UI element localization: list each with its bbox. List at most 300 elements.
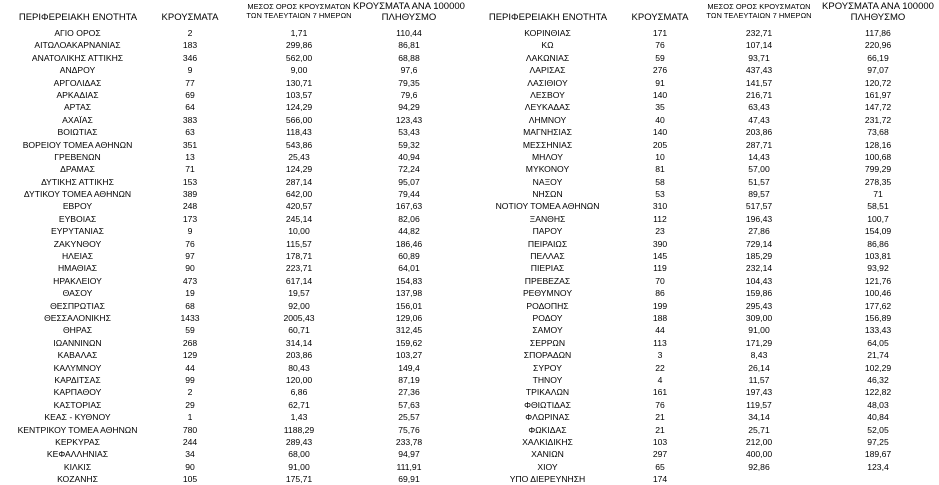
region-cell: ΘΗΡΑΣ xyxy=(62,325,93,336)
table-row xyxy=(470,188,939,200)
avg7-column-header-line2: ΤΩΝ ΤΕΛΕΥΤΑΙΩΝ 7 ΗΜΕΡΩΝ xyxy=(706,11,812,20)
cases-cell: 29 xyxy=(185,399,195,410)
table-row xyxy=(470,250,939,262)
avg7-cell: 118,43 xyxy=(286,127,312,138)
cases-cell: 383 xyxy=(182,114,198,125)
region-cell: ΠΕΙΡΑΙΩΣ xyxy=(527,238,568,249)
avg7-cell: 642,00 xyxy=(285,189,313,200)
avg7-cell: 232,14 xyxy=(745,263,773,274)
per100k-cell: 66,19 xyxy=(867,52,889,63)
region-cell: ΑΡΓΟΛΙΔΑΣ xyxy=(53,77,102,88)
table-row xyxy=(0,411,470,423)
region-cell: ΕΥΒΟΙΑΣ xyxy=(58,213,97,224)
avg7-cell: 141,57 xyxy=(745,77,773,88)
table-row xyxy=(0,300,470,312)
cases-cell: 70 xyxy=(655,275,665,286)
avg7-cell: 124,29 xyxy=(285,102,313,113)
per100k-cell: 75,76 xyxy=(398,424,420,435)
cases-cell: 112 xyxy=(653,213,667,224)
region-cell: ΚΙΛΚΙΣ xyxy=(63,461,92,472)
avg7-cell: 232,71 xyxy=(745,28,773,38)
region-cell: ΛΑΡΙΣΑΣ xyxy=(529,65,566,76)
table-row xyxy=(470,114,939,126)
avg7-column-header-line1: ΜΕΣΟΣ ΟΡΟΣ ΚΡΟΥΣΜΑΤΩΝ xyxy=(247,2,351,11)
per100k-cell: 69,91 xyxy=(398,474,420,485)
table-row xyxy=(0,176,470,188)
avg7-cell: 115,57 xyxy=(286,238,312,249)
per100k-cell: 97,25 xyxy=(867,436,889,447)
table-row xyxy=(0,39,470,51)
cases-cell: 389 xyxy=(182,189,198,200)
cases-cell: 68 xyxy=(185,300,195,311)
table-row xyxy=(470,374,939,386)
cases-cell: 21 xyxy=(655,424,665,435)
per100k-cell: 46,32 xyxy=(867,374,889,385)
avg7-cell: 92,86 xyxy=(748,461,770,472)
avg7-cell: 212,00 xyxy=(745,436,773,447)
per100k-cell: 186,46 xyxy=(395,238,423,249)
table-row xyxy=(0,77,470,89)
region-cell: ΚΑΣΤΟΡΙΑΣ xyxy=(53,399,102,410)
region-cell: ΗΜΑΘΙΑΣ xyxy=(57,263,98,274)
avg7-cell: 309,00 xyxy=(745,312,773,323)
cases-cell: 77 xyxy=(185,77,195,88)
per100k-cell: 167,63 xyxy=(395,201,423,212)
per100k-cell: 156,01 xyxy=(395,300,423,311)
per100k-cell: 111,91 xyxy=(396,461,422,472)
region-cell: ΝΗΣΩΝ xyxy=(532,189,563,200)
table-row xyxy=(470,27,939,39)
per100k-column-header-line1: ΚΡΟΥΣΜΑΤΑ ΑΝΑ 100000 xyxy=(353,1,465,12)
cases-cell: 2 xyxy=(187,28,193,38)
per100k-cell: 57,63 xyxy=(398,399,420,410)
avg7-cell: 287,71 xyxy=(745,139,773,150)
table-row xyxy=(0,151,470,163)
cases-cell: 188 xyxy=(652,312,668,323)
cases-cell: 2 xyxy=(187,387,193,398)
region-cell: ΠΑΡΟΥ xyxy=(532,226,563,237)
region-cell: ΑΙΤΩΛΟΑΚΑΡΝΑΝΙΑΣ xyxy=(34,40,121,51)
cases-cell: 59 xyxy=(185,325,195,336)
avg7-cell: 562,00 xyxy=(285,52,313,63)
table-row xyxy=(470,262,939,274)
avg7-cell: 197,43 xyxy=(745,387,773,398)
table-row xyxy=(470,275,939,287)
region-cell: ΙΩΑΝΝΙΝΩΝ xyxy=(53,337,102,348)
region-cell: ΑΧΑΪΑΣ xyxy=(62,114,93,125)
region-cell: ΗΡΑΚΛΕΙΟΥ xyxy=(53,275,102,286)
table-row xyxy=(0,436,470,448)
cases-cell: 473 xyxy=(182,275,198,286)
table-row xyxy=(470,225,939,237)
cases-cell: 76 xyxy=(655,40,665,51)
table-row xyxy=(470,139,939,151)
cases-cell: 34 xyxy=(185,449,195,460)
cases-cell: 19 xyxy=(185,288,195,299)
avg7-column-header-line1: ΜΕΣΟΣ ΟΡΟΣ ΚΡΟΥΣΜΑΤΩΝ xyxy=(707,2,811,11)
avg7-cell: 420,57 xyxy=(285,201,313,212)
region-cell: ΒΟΡΕΙΟΥ ΤΟΜΕΑ ΑΘΗΝΩΝ xyxy=(22,139,133,150)
table-row xyxy=(0,362,470,374)
per100k-cell: 220,96 xyxy=(864,40,892,51)
avg7-cell: 299,86 xyxy=(285,40,313,51)
region-cell: ΞΑΝΘΗΣ xyxy=(529,213,566,224)
cases-cell: 21 xyxy=(655,412,665,423)
table-row xyxy=(0,200,470,212)
region-cell: ΚΑΒΑΛΑΣ xyxy=(57,350,98,361)
avg7-cell: 68,00 xyxy=(288,449,310,460)
region-cell: ΡΟΔΟΥ xyxy=(532,312,563,323)
region-cell: ΗΛΕΙΑΣ xyxy=(61,251,94,262)
cases-cell: 268 xyxy=(182,337,198,348)
per100k-cell: 123,43 xyxy=(395,114,423,125)
avg7-cell: 203,86 xyxy=(285,350,313,361)
avg7-cell: 159,86 xyxy=(745,288,773,299)
table-row xyxy=(0,101,470,113)
avg7-cell: 729,14 xyxy=(745,238,773,249)
cases-cell: 40 xyxy=(655,114,665,125)
per100k-cell: 94,97 xyxy=(398,449,420,460)
per100k-cell: 100,7 xyxy=(867,213,889,224)
cases-cell: 69 xyxy=(185,89,195,100)
cases-cell: 76 xyxy=(185,238,195,249)
per100k-cell: 79,6 xyxy=(400,89,418,100)
table-row xyxy=(0,213,470,225)
region-cell: ΛΑΚΩΝΙΑΣ xyxy=(525,52,570,63)
cases-cell: 171 xyxy=(652,28,668,38)
table-row xyxy=(470,386,939,398)
per100k-cell: 58,51 xyxy=(867,201,889,212)
per100k-cell: 103,81 xyxy=(864,251,892,262)
cases-cell: 105 xyxy=(182,474,198,485)
per100k-cell: 147,72 xyxy=(864,102,892,113)
table-row xyxy=(470,424,939,436)
cases-cell: 35 xyxy=(655,102,665,113)
region-cell: ΚΑΡΔΙΤΣΑΣ xyxy=(54,374,101,385)
region-cell: ΒΟΙΩΤΙΑΣ xyxy=(57,127,98,138)
table-row xyxy=(0,349,470,361)
cases-cell: 58 xyxy=(655,176,665,187)
region-cell: ΖΑΚΥΝΘΟΥ xyxy=(53,238,102,249)
region-cell: ΕΒΡΟΥ xyxy=(62,201,93,212)
table-row xyxy=(0,163,470,175)
avg7-cell: 91,00 xyxy=(748,325,770,336)
per100k-cell: 97,6 xyxy=(400,65,418,76)
table-row xyxy=(470,39,939,51)
table-row xyxy=(0,324,470,336)
cases-cell: 71 xyxy=(185,164,195,175)
cases-cell: 44 xyxy=(185,362,195,373)
cases-cell: 199 xyxy=(652,300,668,311)
avg7-cell: 295,43 xyxy=(745,300,773,311)
cases-cell: 310 xyxy=(652,201,668,212)
avg7-cell: 8,43 xyxy=(750,350,768,361)
table-row xyxy=(0,473,470,485)
per100k-cell: 799,29 xyxy=(864,164,892,175)
table-row xyxy=(470,399,939,411)
cases-cell: 183 xyxy=(182,40,198,51)
avg7-cell: 120,00 xyxy=(285,374,313,385)
avg7-cell: 1,71 xyxy=(290,28,308,38)
region-cell: ΓΡΕΒΕΝΩΝ xyxy=(54,151,101,162)
per100k-cell: 86,81 xyxy=(398,40,420,51)
table-row xyxy=(470,126,939,138)
per100k-column-header-line2: ΠΛΗΘΥΣΜΟ xyxy=(381,12,437,23)
per100k-cell: 133,43 xyxy=(864,325,892,336)
cases-cell: 103 xyxy=(652,436,668,447)
cases-cell: 90 xyxy=(185,263,195,274)
region-cell: ΛΕΣΒΟΥ xyxy=(530,89,565,100)
cases-cell: 63 xyxy=(185,127,195,138)
cases-cell: 81 xyxy=(655,164,665,175)
region-cell: ΤΗΝΟΥ xyxy=(532,374,563,385)
per100k-cell: 100,46 xyxy=(864,288,892,299)
avg7-cell: 34,14 xyxy=(748,412,770,423)
per100k-column-header-line2: ΠΛΗΘΥΣΜΟ xyxy=(850,12,906,23)
region-cell: ΝΟΤΙΟΥ ΤΟΜΕΑ ΑΘΗΝΩΝ xyxy=(495,201,600,212)
table-row xyxy=(0,275,470,287)
region-cell: ΚΟΡΙΝΘΙΑΣ xyxy=(524,28,571,38)
per100k-cell: 79,44 xyxy=(398,189,420,200)
table-row xyxy=(470,101,939,113)
cases-cell: 3 xyxy=(657,350,663,361)
avg7-cell: 178,71 xyxy=(285,251,313,262)
table-row xyxy=(470,64,939,76)
avg7-cell: 617,14 xyxy=(285,275,313,286)
table-row xyxy=(0,287,470,299)
region-cell: ΑΡΚΑΔΙΑΣ xyxy=(56,89,99,100)
cases-cell: 53 xyxy=(655,189,665,200)
avg7-cell: 119,57 xyxy=(746,399,772,410)
cases-cell: 205 xyxy=(652,139,668,150)
per100k-cell: 156,89 xyxy=(864,312,892,323)
avg7-cell: 104,43 xyxy=(745,275,773,286)
avg7-cell: 314,14 xyxy=(285,337,313,348)
avg7-cell: 47,43 xyxy=(748,114,770,125)
region-cell: ΑΓΙΟ ΟΡΟΣ xyxy=(54,28,101,38)
region-cell: ΚΕΡΚΥΡΑΣ xyxy=(55,436,100,447)
region-cell: ΠΕΛΛΑΣ xyxy=(530,251,565,262)
per100k-cell: 123,4 xyxy=(867,461,889,472)
per100k-cell: 122,82 xyxy=(864,387,892,398)
cases-cell: 780 xyxy=(182,424,198,435)
per100k-cell: 48,03 xyxy=(867,399,889,410)
table-row xyxy=(470,436,939,448)
avg7-cell: 175,71 xyxy=(285,474,313,485)
region-cell: ΜΥΚΟΝΟΥ xyxy=(525,164,570,175)
table-row xyxy=(470,448,939,460)
per100k-cell: 64,05 xyxy=(867,337,889,348)
table-row xyxy=(470,473,939,485)
avg7-cell: 130,71 xyxy=(285,77,313,88)
table-row xyxy=(470,238,939,250)
region-cell: ΔΥΤΙΚΟΥ ΤΟΜΕΑ ΑΘΗΝΩΝ xyxy=(23,189,132,200)
table-row xyxy=(470,163,939,175)
cases-cell: 390 xyxy=(652,238,668,249)
cases-cell: 1 xyxy=(187,412,193,423)
cases-cell: 140 xyxy=(652,89,668,100)
table-row xyxy=(0,27,470,39)
per100k-cell: 159,62 xyxy=(395,337,423,348)
avg7-cell: 216,71 xyxy=(745,89,773,100)
per100k-cell: 79,35 xyxy=(398,77,420,88)
table-row xyxy=(0,386,470,398)
cases-cell: 65 xyxy=(655,461,665,472)
avg7-cell: 11,57 xyxy=(748,374,770,385)
region-cell: ΦΩΚΙΔΑΣ xyxy=(528,424,567,435)
per100k-cell: 97,07 xyxy=(867,65,889,76)
table-row xyxy=(0,461,470,473)
cases-cell: 44 xyxy=(655,325,665,336)
per100k-cell: 129,06 xyxy=(395,312,423,323)
left-table-body xyxy=(0,27,470,485)
per100k-cell: 68,88 xyxy=(398,52,420,63)
avg7-cell: 57,00 xyxy=(748,164,770,175)
region-cell: ΣΠΟΡΑΔΩΝ xyxy=(523,350,572,361)
region-cell: ΛΗΜΝΟΥ xyxy=(528,114,567,125)
per100k-cell: 154,83 xyxy=(395,275,423,286)
per100k-cell: 117,86 xyxy=(865,28,891,38)
per100k-cell: 278,35 xyxy=(864,176,892,187)
avg7-cell: 1188,29 xyxy=(283,424,315,435)
region-cell: ΛΑΣΙΘΙΟΥ xyxy=(527,77,568,88)
table-row xyxy=(0,399,470,411)
per100k-cell: 86,86 xyxy=(867,238,889,249)
table-row xyxy=(0,89,470,101)
avg7-cell: 203,86 xyxy=(745,127,773,138)
avg7-cell: 25,71 xyxy=(748,424,770,435)
per100k-cell: 177,62 xyxy=(864,300,892,311)
avg7-cell: 1,43 xyxy=(290,412,308,423)
cases-cell: 64 xyxy=(185,102,195,113)
per100k-cell: 59,32 xyxy=(398,139,420,150)
table-row xyxy=(470,213,939,225)
table-row xyxy=(0,238,470,250)
per100k-cell: 40,94 xyxy=(398,151,420,162)
per100k-cell: 60,89 xyxy=(398,251,420,262)
region-cell: ΚΑΛΥΜΝΟΥ xyxy=(53,362,102,373)
avg7-cell: 245,14 xyxy=(285,213,313,224)
region-cell: ΚΕΦΑΛΛΗΝΙΑΣ xyxy=(46,449,109,460)
region-cell: ΑΝΑΤΟΛΙΚΗΣ ΑΤΤΙΚΗΣ xyxy=(31,52,124,63)
table-row xyxy=(0,188,470,200)
table-row xyxy=(0,250,470,262)
region-cell: ΔΥΤΙΚΗΣ ΑΤΤΙΚΗΣ xyxy=(41,176,114,187)
per100k-cell: 312,45 xyxy=(395,325,423,336)
region-cell: ΚΩ xyxy=(541,40,554,51)
region-cell: ΦΛΩΡΙΝΑΣ xyxy=(525,412,570,423)
cases-cell: 276 xyxy=(652,65,668,76)
table-row xyxy=(0,312,470,324)
avg7-cell: 400,00 xyxy=(745,449,773,460)
per100k-cell: 120,72 xyxy=(864,77,892,88)
region-cell: ΡΕΘΥΜΝΟΥ xyxy=(522,288,573,299)
per100k-cell: 52,05 xyxy=(867,424,889,435)
table-row xyxy=(470,77,939,89)
region-cell: ΣΕΡΡΩΝ xyxy=(529,337,566,348)
per100k-cell: 231,72 xyxy=(864,114,892,125)
table-row xyxy=(0,64,470,76)
region-column-header: ΠΕΡΙΦΕΡΕΙΑΚΗ ΕΝΟΤΗΤΑ xyxy=(18,12,138,23)
per100k-cell: 154,09 xyxy=(864,226,892,237)
cases-cell: 9 xyxy=(187,226,193,237)
region-cell: ΚΕΑΣ - ΚΥΘΝΟΥ xyxy=(44,412,111,423)
region-cell: ΣΑΜΟΥ xyxy=(532,325,563,336)
per100k-cell: 44,82 xyxy=(398,226,420,237)
avg7-cell: 566,00 xyxy=(285,114,313,125)
cases-cell: 161 xyxy=(652,387,668,398)
avg7-cell: 9,00 xyxy=(290,65,308,76)
region-cell: ΤΡΙΚΑΛΩΝ xyxy=(525,387,570,398)
region-cell: ΥΠΟ ΔΙΕΡΕΥΝΗΣΗ xyxy=(509,474,586,485)
region-cell: ΔΡΑΜΑΣ xyxy=(60,164,95,175)
region-cell: ΧΙΟΥ xyxy=(537,461,558,472)
cases-cell: 1433 xyxy=(180,312,200,323)
region-cell: ΜΕΣΣΗΝΙΑΣ xyxy=(522,139,573,150)
region-cell: ΦΘΙΩΤΙΔΑΣ xyxy=(524,399,571,410)
region-column-header: ΠΕΡΙΦΕΡΕΙΑΚΗ ΕΝΟΤΗΤΑ xyxy=(488,12,608,23)
per100k-cell: 40,84 xyxy=(867,412,889,423)
avg7-cell: 10,00 xyxy=(288,226,310,237)
per100k-cell: 72,24 xyxy=(398,164,420,175)
per100k-cell: 149,4 xyxy=(398,362,420,373)
region-cell: ΘΕΣΣΑΛΟΝΙΚΗΣ xyxy=(44,312,111,323)
per100k-cell: 53,43 xyxy=(398,127,420,138)
avg7-cell: 92,00 xyxy=(288,300,310,311)
per100k-cell: 189,67 xyxy=(864,449,892,460)
cases-cell: 76 xyxy=(655,399,665,410)
table-row xyxy=(470,176,939,188)
per100k-cell: 95,07 xyxy=(398,176,420,187)
table-row xyxy=(470,312,939,324)
cases-cell: 13 xyxy=(185,151,195,162)
cases-cell: 129 xyxy=(182,350,198,361)
avg7-cell: 171,29 xyxy=(745,337,773,348)
cases-cell: 99 xyxy=(185,374,195,385)
region-cell: ΝΑΞΟΥ xyxy=(532,176,563,187)
per100k-cell: 93,92 xyxy=(867,263,889,274)
avg7-cell: 25,43 xyxy=(288,151,310,162)
avg7-cell: 287,14 xyxy=(285,176,313,187)
avg7-cell: 51,57 xyxy=(748,176,770,187)
avg7-cell: 437,43 xyxy=(745,65,773,76)
per100k-cell: 27,36 xyxy=(398,387,420,398)
avg7-cell: 289,43 xyxy=(285,436,313,447)
avg7-cell: 89,57 xyxy=(748,189,770,200)
table-row xyxy=(0,225,470,237)
avg7-cell: 93,71 xyxy=(748,52,770,63)
region-cell: ΠΡΕΒΕΖΑΣ xyxy=(524,275,571,286)
region-cell: ΑΝΔΡΟΥ xyxy=(59,65,96,76)
per100k-cell: 87,19 xyxy=(398,374,420,385)
cases-cell: 10 xyxy=(655,151,665,162)
table-row xyxy=(470,151,939,163)
avg7-cell: 517,57 xyxy=(745,201,773,212)
table-row xyxy=(470,461,939,473)
avg7-cell: 6,86 xyxy=(290,387,308,398)
table-row xyxy=(470,411,939,423)
per100k-cell: 21,74 xyxy=(867,350,889,361)
per100k-cell: 25,57 xyxy=(398,412,420,423)
table-row xyxy=(470,52,939,64)
region-cell: ΑΡΤΑΣ xyxy=(63,102,92,113)
per100k-cell: 82,06 xyxy=(398,213,420,224)
table-row xyxy=(0,52,470,64)
avg7-cell: 27,86 xyxy=(748,226,770,237)
avg7-cell: 63,43 xyxy=(748,102,770,113)
avg7-cell: 19,57 xyxy=(288,288,310,299)
table-row xyxy=(0,448,470,460)
